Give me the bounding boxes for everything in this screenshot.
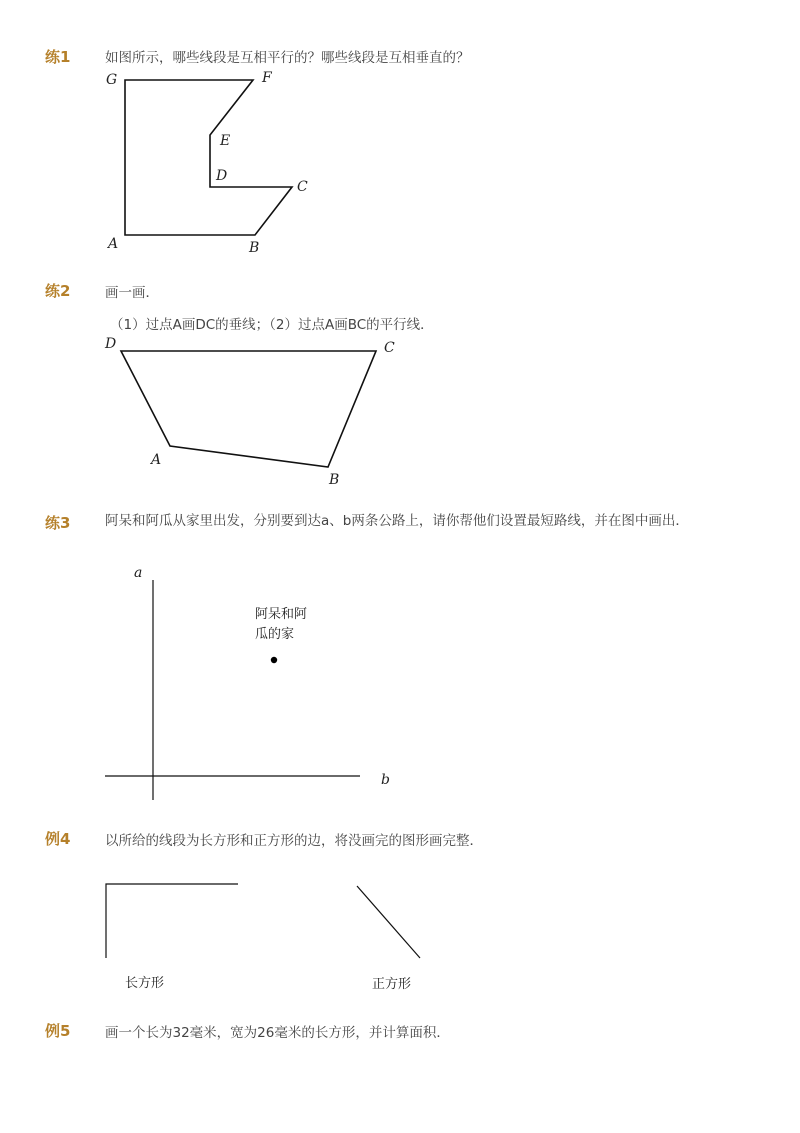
home-point xyxy=(271,657,277,663)
square-given-side xyxy=(357,886,420,958)
label-D: D xyxy=(105,336,117,352)
figure-3 xyxy=(105,565,390,800)
figure-2 xyxy=(104,336,395,488)
label-C: C xyxy=(297,179,308,195)
problem-1-text: 如图所示，哪些线段是互相平行的？哪些线段是互相垂直的？ xyxy=(105,50,470,66)
problem-2-tag: 练2 xyxy=(45,282,71,300)
figure-1 xyxy=(106,70,308,256)
rectangle-given-sides xyxy=(106,884,238,958)
problem-4-text: 以所给的线段为长方形和正方形的边，将没画完的图形画完整． xyxy=(105,833,483,849)
label-E: E xyxy=(220,133,231,149)
label-B: B xyxy=(329,472,340,488)
problem-2-subtext: （1）过点A画DC的垂线；（2）过点A画BC的平行线． xyxy=(110,317,434,333)
label-B: B xyxy=(249,240,260,256)
problem-5-tag: 例5 xyxy=(45,1022,71,1040)
figure-4 xyxy=(106,884,420,992)
problem-5-text: 画一个长为32毫米，宽为26毫米的长方形，并计算面积． xyxy=(105,1025,450,1041)
label-A: A xyxy=(151,452,162,468)
square-caption: 正方形 xyxy=(372,977,412,992)
problem-2-text: 画一画． xyxy=(105,285,159,301)
home-label-line1: 阿呆和阿 xyxy=(255,607,308,622)
label-A: A xyxy=(108,236,119,252)
problem-3-tag: 练3 xyxy=(45,514,71,532)
home-label-line2: 瓜的家 xyxy=(255,627,295,642)
problem-3-text: 阿呆和阿瓜从家里出发，分别要到达a、b两条公路上，请你帮他们设置最短路线，并在图中画出． xyxy=(105,513,689,529)
road-b-label: b xyxy=(381,772,390,788)
rectangle-caption: 长方形 xyxy=(125,976,165,991)
road-a-label: a xyxy=(134,565,143,581)
problem-1-tag: 练1 xyxy=(45,48,71,66)
figure-2-quadrilateral xyxy=(121,351,376,467)
label-C: C xyxy=(384,340,395,356)
problem-4-tag: 例4 xyxy=(45,830,71,848)
label-D: D xyxy=(216,168,228,184)
figure-1-polygon xyxy=(125,80,292,235)
label-G: G xyxy=(106,72,118,88)
label-F: F xyxy=(262,70,272,86)
